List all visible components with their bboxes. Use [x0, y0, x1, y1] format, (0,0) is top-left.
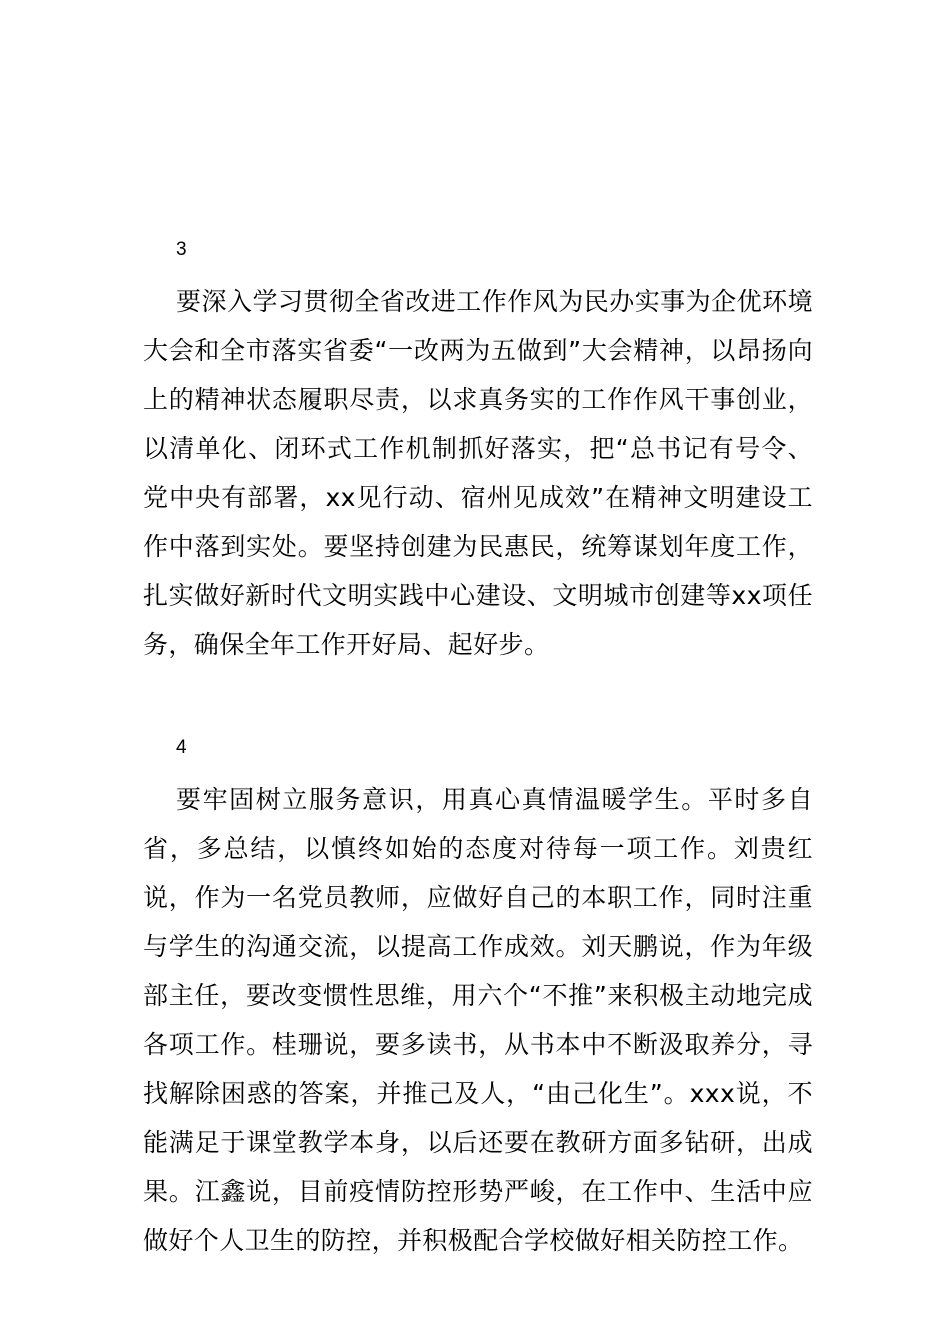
- section-number-3: 3: [176, 239, 187, 260]
- section-paragraph-3: 要深入学习贯彻全省改进工作作风为民办实事为企优环境大会和全市落实省委“一改两为五做到”大会精神，以昂扬向上的精神状态履职尽责，以求真务实的工作作风干事创业，以清单化、闭环式工作机制抓好落实，把“总书记有号令、党中央有部署，xx见行动、宿州见成效”在精神文明建设工作中落到实处。要坚持创建为民惠民，统筹谋划年度工作，扎实做好新时代文明实践中心建设、文明城市创建等xx项任务，确保全年工作开好局、起好步。: [143, 287, 813, 659]
- section-number-4: 4: [176, 737, 187, 758]
- section-paragraph-4: 要牢固树立服务意识，用真心真情温暖学生。平时多自省，多总结，以慎终如始的态度对待每一项工作。刘贵红说，作为一名党员教师，应做好自己的本职工作，同时注重与学生的沟通交流，以提高工作成效。刘天鹏说，作为年级部主任，要改变惯性思维，用六个“不推”来积极主动地完成各项工作。桂珊说，要多读书，从书本中不断汲取养分，寻找解除困惑的答案，并推己及人，“由己化生”。xxx说，不能满足于课堂教学本身，以后还要在教研方面多钻研，出成果。江鑫说，目前疫情防控形势严峻，在工作中、生活中应做好个人卫生的防控，并积极配合学校做好相关防控工作。: [143, 785, 813, 1255]
